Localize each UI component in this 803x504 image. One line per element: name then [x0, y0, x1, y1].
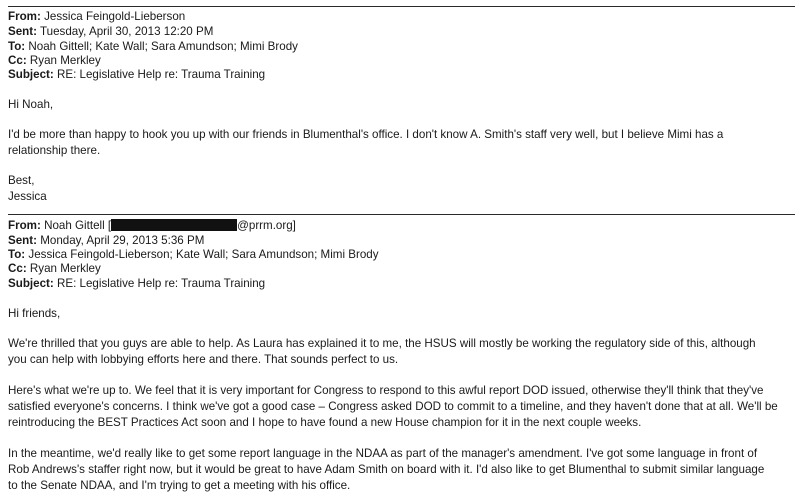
cc-label: Cc: — [8, 262, 27, 275]
redaction-box — [111, 219, 237, 231]
sent-label: Sent: — [8, 234, 37, 247]
email2-body-line: to the Senate NDAA, and I'm trying to get a meeting with his office. — [8, 479, 351, 492]
email1-from: Jessica Feingold-Lieberson — [44, 10, 186, 23]
to-label: To: — [8, 40, 26, 53]
email1-sent-row — [8, 24, 788, 40]
email1-body-line: relationship there. — [8, 144, 101, 157]
email2-greeting: Hi friends, — [8, 307, 61, 320]
email2-body-line: you can help with lobbying efforts here and there. That sounds perfect to us. — [8, 353, 399, 366]
email2-body-line: Rob Andrews's staffer right now, but it would be great to have Adam Smith on board with it. I'd also like to get Blumenthal to submit similar language — [8, 463, 765, 476]
from-label: From: — [8, 219, 41, 232]
email2-from-name: Noah Gittell [ — [44, 219, 112, 232]
from-label: From: — [8, 10, 41, 23]
email2-from-row — [8, 218, 788, 234]
email1-greeting: Hi Noah, — [8, 98, 54, 111]
to-label: To: — [8, 248, 26, 261]
top-divider — [8, 6, 795, 7]
email2-to: Jessica Feingold-Lieberson; Kate Wall; Sara Amundson; Mimi Brody — [28, 248, 379, 261]
email2-subject: RE: Legislative Help re: Trauma Training — [56, 277, 266, 290]
email2-sent: Monday, April 29, 2013 5:36 PM — [40, 234, 205, 247]
sent-label: Sent: — [8, 25, 37, 38]
email2-body-line: satisfied everyone's concerns. I think we've got a good case – Congress asked DOD to commit to a timeline, and they haven't done that at all. We'll be — [8, 400, 778, 413]
cc-label: Cc: — [8, 54, 27, 67]
email1-subject: RE: Legislative Help re: Trauma Training — [56, 68, 266, 81]
email1-to: Noah Gittell; Kate Wall; Sara Amundson; Mimi Brody — [28, 40, 298, 53]
email2-cc: Ryan Merkley — [29, 262, 101, 275]
email1-closing: Best, — [8, 174, 35, 187]
email2-body-line: In the meantime, we'd really like to get some report language in the NDAA as part of the manager's amendment. I've got some language in front of — [8, 447, 758, 460]
email2-body-line: reintroducing the BEST Practices Act soon and I hope to have found a new House champion for it in the next couple weeks. — [8, 416, 642, 429]
email1-sent: Tuesday, April 30, 2013 12:20 PM — [40, 25, 214, 38]
email1-subject-row — [8, 67, 788, 83]
email1-cc: Ryan Merkley — [29, 54, 101, 67]
email2-from-email-suffix: @prrm.org] — [237, 219, 296, 232]
email2-body-line: Here's what we're up to. We feel that it is very important for Congress to respond to this awful report DOD issued, otherwise they'll think that they've — [8, 384, 764, 397]
email1-body-line: I'd be more than happy to hook you up with our friends in Blumenthal's office. I don't know A. Smith's staff very well, but I believe Mimi has a — [8, 128, 724, 141]
email1-signature: Jessica — [8, 190, 47, 203]
email2-subject-row — [8, 276, 788, 292]
subject-label: Subject: — [8, 277, 54, 290]
subject-label: Subject: — [8, 68, 54, 81]
message-divider — [8, 214, 795, 215]
email1-from-row — [8, 9, 788, 25]
email2-body-line: We're thrilled that you guys are able to help. As Laura has explained it to me, the HSUS will mostly be working the regulatory side of this, although — [8, 337, 756, 350]
email2-cc-row — [8, 261, 788, 277]
